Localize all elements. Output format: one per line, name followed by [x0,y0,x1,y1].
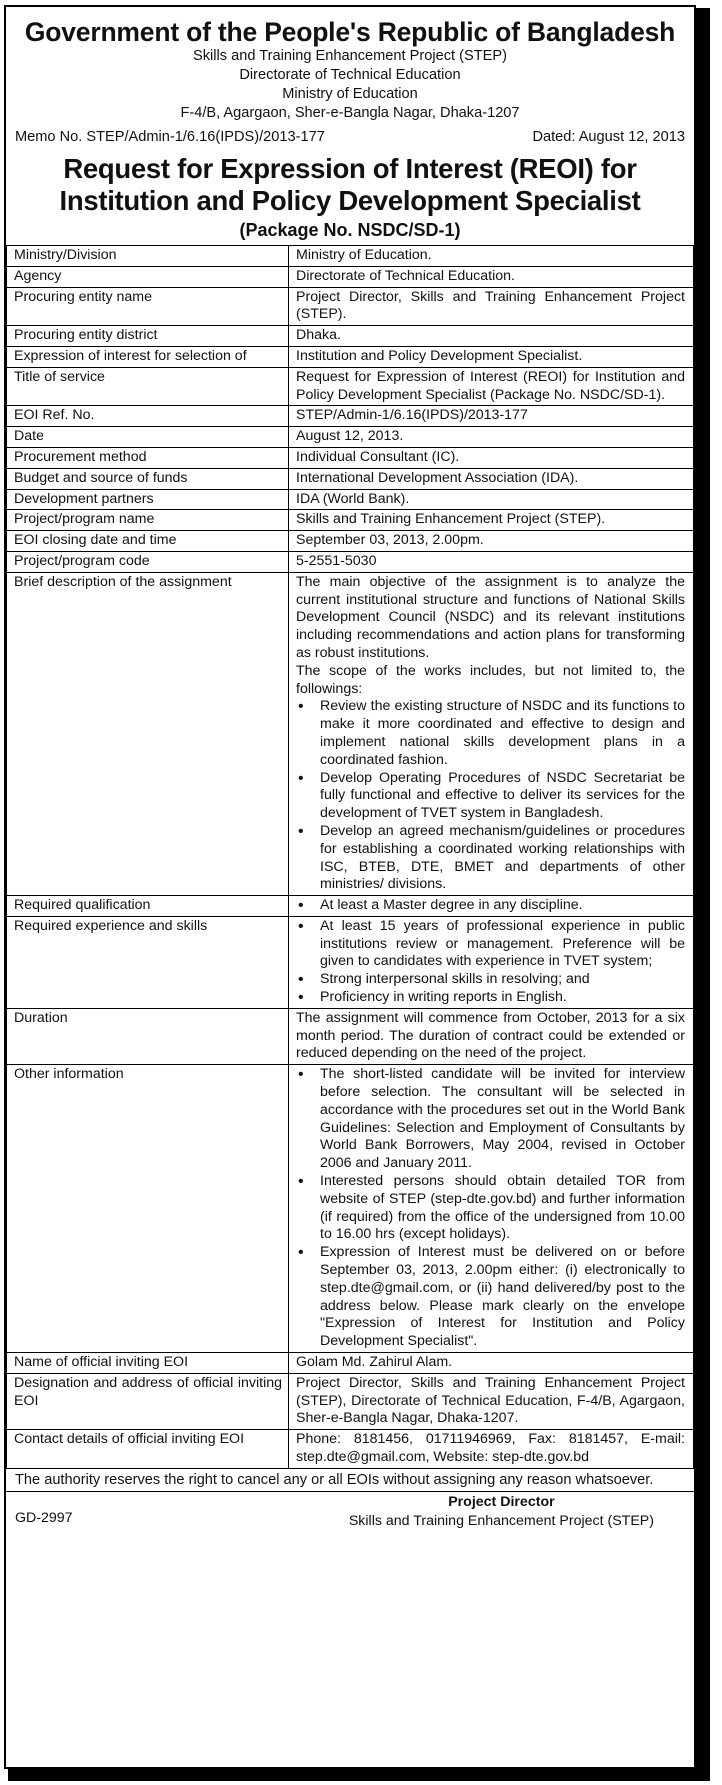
table-row [7,367,694,406]
row-value [289,916,694,1008]
row-label: Budget and source of funds [7,468,289,489]
package-number: (Package No. NSDC/SD-1) [239,220,461,240]
experience-bullets [296,918,685,1007]
row-value: Golam Md. Zahirul Alam. [289,1353,694,1374]
list-item: • Expression of Interest must be delivered on or before September 03, 2013, 2.00pm either: (i) electronically to step.dte@gmail.com, or (ii) hand delivered/by post to the address below. Please mark clearly on the envelope "Expression of Interest for Institution and Policy Development Specialist". [320,1244,685,1351]
list-item: • At least 15 years of professional experience in public institutions review or management. Preference will be given to candidates with experience in TVET system; [320,918,685,971]
table-row [7,326,694,347]
table-row [7,531,694,552]
notice-title-line-2: Institution and Policy Development Specialist [59,185,641,216]
row-value: STEP/Admin-1/6.16(IPDS)/2013-177 [289,406,694,427]
row-label: Project/program name [7,510,289,531]
row-label: Development partners [7,489,289,510]
gd-number: GD-2997 [15,1509,73,1526]
row-value: Directorate of Technical Education. [289,266,694,287]
row-label: Required qualification [7,896,289,917]
row-label: Procuring entity name [7,287,289,326]
signatory-organization: Skills and Training Enhancement Project (STEP) [348,1512,654,1529]
table-row [7,489,694,510]
notice-title [6,153,694,217]
row-value: Request for Expression of Interest (REOI) for Institution and Policy Development Specialist (Package No. NSDC/SD-1). [289,367,694,406]
row-label: Project/program code [7,551,289,572]
list-item: • At least a Master degree in any discipline. [320,897,685,915]
row-value: Ministry of Education. [289,246,694,267]
header-line-directorate: Directorate of Technical Education [239,67,461,83]
row-label: Duration [7,1008,289,1064]
qualification-bullets [296,897,685,915]
row-value: Institution and Policy Development Specialist. [289,346,694,367]
row-value [289,896,694,917]
table-row [7,916,694,1008]
table-row [7,447,694,468]
brief-paragraph: The main objective of the assignment is to analyze the current institutional structure and functions of National Skills Development Council (NSDC) and its relevant institutions including recommendations and action plans for transforming as robust institutions. [296,573,685,661]
table-row [7,406,694,427]
row-value: Skills and Training Enhancement Project (STEP). [289,510,694,531]
row-label: EOI Ref. No. [7,406,289,427]
memo-row [6,123,694,147]
row-value: The assignment will commence from October, 2013 for a six month period. The duration of contract could be extended or reduced depending on the need of the project. [289,1008,694,1064]
table-row [7,510,694,531]
table-row [7,1373,694,1429]
list-item: • Proficiency in writing reports in English. [320,989,685,1007]
row-label: Designation and address of official inviting EOI [7,1373,289,1429]
brief-bullets [296,698,685,894]
row-label: Date [7,427,289,448]
table-row [7,266,694,287]
row-label: Title of service [7,367,289,406]
table-row [7,287,694,326]
government-title: Government of the People's Republic of Bangladesh [24,17,676,47]
table-row [7,346,694,367]
row-label: Contact details of official inviting EOI [7,1430,289,1469]
page-shadow-bottom [8,1769,710,1781]
row-value: Phone: 8181456, 01711946969, Fax: 8181457, E-mail: step.dte@gmail.com, Website: step-dte.gov.bd [289,1430,694,1469]
row-value: Project Director, Skills and Training Enhancement Project (STEP). [289,287,694,326]
header-line-address: F-4/B, Agargaon, Sher-e-Bangla Nagar, Dhaka-1207 [180,105,520,121]
row-value: Dhaka. [289,326,694,347]
row-label: Brief description of the assignment [7,572,289,895]
row-value: Project Director, Skills and Training Enhancement Project (STEP), Directorate of Technical Education, F-4/B, Agargaon, Sher-e-Bangla Nagar, Dhaka-1207. [289,1373,694,1429]
table-row [7,896,694,917]
row-label: Agency [7,266,289,287]
header-line-project: Skills and Training Enhancement Project (STEP) [193,48,507,64]
list-item: • Develop an agreed mechanism/guidelines or procedures for establishing a coordinated working relationships with ISC, BTEB, DTE, BMET and departments of other ministries/ divisions. [320,823,685,894]
header-line-ministry: Ministry of Education [282,86,418,102]
row-label: Other information [7,1065,289,1353]
row-label: Procuring entity district [7,326,289,347]
other-info-bullets [296,1066,685,1351]
list-item: • Review the existing structure of NSDC and its functions to make it more coordinated and effective to design and implement national skills development plans in a coordinated fashion. [320,698,685,769]
page-shadow-right [696,8,710,1778]
row-label: Ministry/Division [7,246,289,267]
document-footer [6,1492,694,1532]
memo-number: Memo No. STEP/Admin-1/6.16(IPDS)/2013-177 [15,129,325,145]
list-item: • Interested persons should obtain detailed TOR from website of STEP (step-dte.gov.bd) and further information (if required) from the office of the undersigned from 10.00 to 16.00 hrs (except holidays). [320,1173,685,1244]
table-row [7,427,694,448]
reoi-table [6,245,694,1469]
row-label: Required experience and skills [7,916,289,1008]
brief-paragraph: The scope of the works includes, but not limited to, the followings: [296,662,685,697]
row-label: Procurement method [7,447,289,468]
table-row [7,1065,694,1353]
table-row [7,246,694,267]
signatory-title: Project Director [448,1493,555,1510]
row-value: August 12, 2013. [289,427,694,448]
table-row [7,1430,694,1469]
table-row [7,1353,694,1374]
row-value: International Development Association (IDA). [289,468,694,489]
row-value: IDA (World Bank). [289,489,694,510]
authority-note: The authority reserves the right to cancel any or all EOIs without assigning any reason whatsoever. [6,1469,694,1492]
document-header [6,7,694,123]
row-label: Expression of interest for selection of [7,346,289,367]
table-row [7,468,694,489]
row-label: EOI closing date and time [7,531,289,552]
notice-title-line-1: Request for Expression of Interest (REOI) for [63,153,637,184]
row-value: Individual Consultant (IC). [289,447,694,468]
row-value: September 03, 2013, 2.00pm. [289,531,694,552]
row-value [289,1065,694,1353]
row-label: Name of official inviting EOI [7,1353,289,1374]
list-item: • The short-listed candidate will be invited for interview before selection. The consultant will be selected in accordance with the procedures set out in the World Bank Guidelines: Selection and Employment of Consultants by World Bank Borrowers, May 2004, revised in October 2006 and January 2011. [320,1066,685,1173]
list-item: • Develop Operating Procedures of NSDC Secretariat be fully functional and effective to deliver its services for the development of TVET system in Bangladesh. [320,770,685,823]
list-item: • Strong interpersonal skills in resolving; and [320,971,685,989]
memo-date: Dated: August 12, 2013 [532,129,685,145]
table-row [7,572,694,895]
row-value [289,572,694,895]
row-value: 5-2551-5030 [289,551,694,572]
table-row [7,1008,694,1064]
signature-block [349,1493,654,1531]
table-row [7,551,694,572]
document-frame [4,5,696,1769]
